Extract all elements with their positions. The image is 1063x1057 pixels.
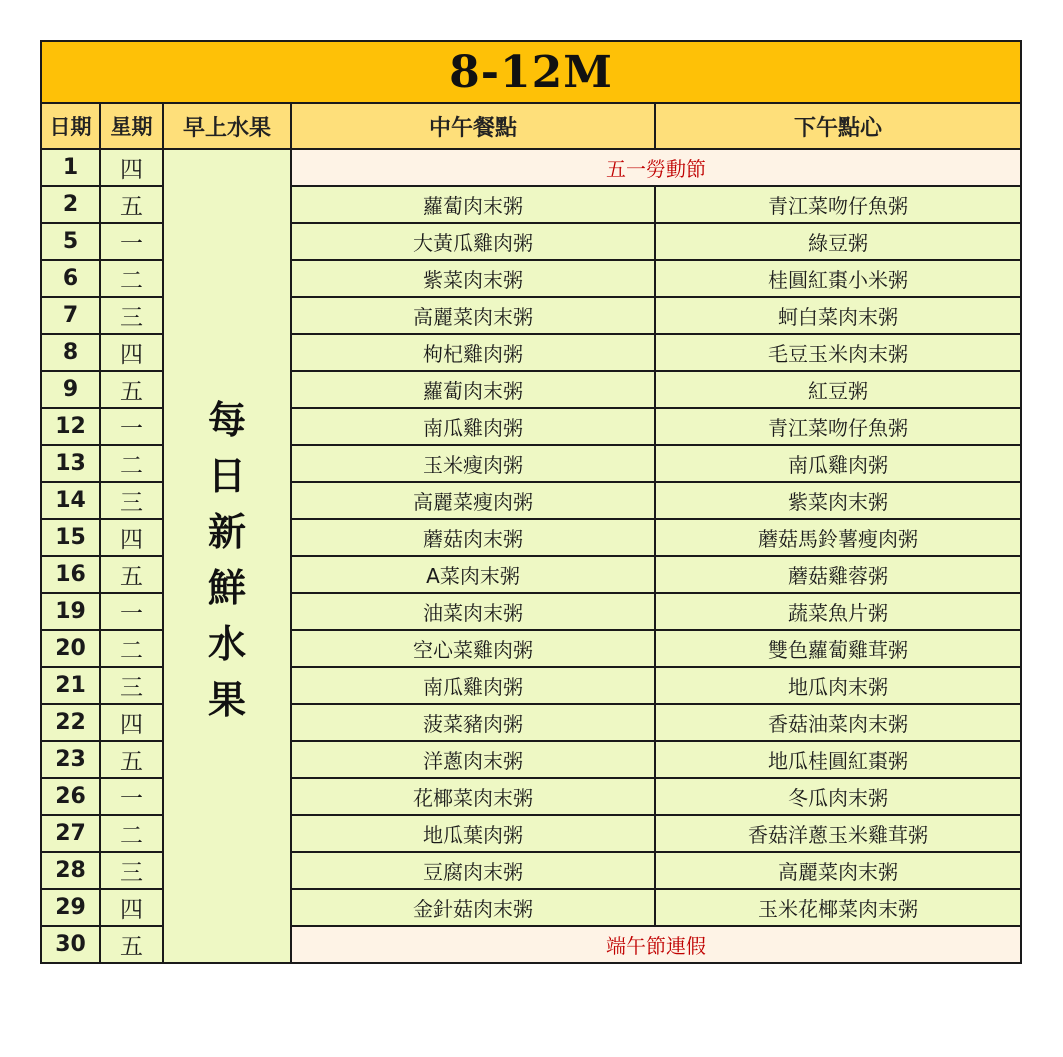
weekday-cell: 五 (100, 926, 163, 963)
weekday-cell: 五 (100, 556, 163, 593)
snack-cell: 雙色蘿蔔雞茸粥 (655, 630, 1021, 667)
lunch-cell: 油菜肉末粥 (291, 593, 655, 630)
lunch-cell: 大黃瓜雞肉粥 (291, 223, 655, 260)
date-cell: 12 (41, 408, 100, 445)
weekday-cell: 二 (100, 260, 163, 297)
date-cell: 15 (41, 519, 100, 556)
date-cell: 16 (41, 556, 100, 593)
lunch-cell: 高麗菜瘦肉粥 (291, 482, 655, 519)
snack-cell: 地瓜桂圓紅棗粥 (655, 741, 1021, 778)
weekday-cell: 三 (100, 482, 163, 519)
weekday-cell: 四 (100, 704, 163, 741)
weekday-cell: 一 (100, 778, 163, 815)
date-cell: 30 (41, 926, 100, 963)
snack-cell: 紫菜肉末粥 (655, 482, 1021, 519)
weekday-cell: 四 (100, 334, 163, 371)
date-cell: 19 (41, 593, 100, 630)
date-cell: 2 (41, 186, 100, 223)
snack-cell: 香菇洋蔥玉米雞茸粥 (655, 815, 1021, 852)
lunch-cell: 枸杞雞肉粥 (291, 334, 655, 371)
menu-title: 8-12M (41, 41, 1021, 103)
snack-cell: 青江菜吻仔魚粥 (655, 186, 1021, 223)
snack-cell: 冬瓜肉末粥 (655, 778, 1021, 815)
snack-cell: 青江菜吻仔魚粥 (655, 408, 1021, 445)
weekday-cell: 三 (100, 667, 163, 704)
date-cell: 29 (41, 889, 100, 926)
date-cell: 13 (41, 445, 100, 482)
weekday-cell: 一 (100, 593, 163, 630)
snack-cell: 紅豆粥 (655, 371, 1021, 408)
snack-cell: 南瓜雞肉粥 (655, 445, 1021, 482)
date-cell: 5 (41, 223, 100, 260)
date-cell: 23 (41, 741, 100, 778)
lunch-cell: 紫菜肉末粥 (291, 260, 655, 297)
date-cell: 22 (41, 704, 100, 741)
lunch-cell: 南瓜雞肉粥 (291, 667, 655, 704)
lunch-cell: 玉米瘦肉粥 (291, 445, 655, 482)
date-cell: 9 (41, 371, 100, 408)
date-cell: 28 (41, 852, 100, 889)
lunch-cell: 菠菜豬肉粥 (291, 704, 655, 741)
snack-cell: 高麗菜肉末粥 (655, 852, 1021, 889)
weekday-cell: 二 (100, 445, 163, 482)
lunch-cell: 空心菜雞肉粥 (291, 630, 655, 667)
snack-cell: 蘑菇雞蓉粥 (655, 556, 1021, 593)
lunch-cell: 蘿蔔肉末粥 (291, 186, 655, 223)
lunch-cell: 地瓜葉肉粥 (291, 815, 655, 852)
snack-cell: 蘑菇馬鈴薯瘦肉粥 (655, 519, 1021, 556)
snack-cell: 綠豆粥 (655, 223, 1021, 260)
weekday-cell: 一 (100, 223, 163, 260)
weekday-cell: 三 (100, 852, 163, 889)
header-snack: 下午點心 (655, 103, 1021, 149)
date-cell: 20 (41, 630, 100, 667)
snack-cell: 玉米花椰菜肉末粥 (655, 889, 1021, 926)
lunch-cell: A菜肉末粥 (291, 556, 655, 593)
table-row (41, 149, 1021, 186)
date-cell: 21 (41, 667, 100, 704)
weekday-cell: 二 (100, 815, 163, 852)
snack-cell: 毛豆玉米肉末粥 (655, 334, 1021, 371)
weekday-cell: 三 (100, 297, 163, 334)
lunch-cell: 金針菇肉末粥 (291, 889, 655, 926)
date-cell: 8 (41, 334, 100, 371)
snack-cell: 蚵白菜肉末粥 (655, 297, 1021, 334)
snack-cell: 地瓜肉末粥 (655, 667, 1021, 704)
lunch-cell: 高麗菜肉末粥 (291, 297, 655, 334)
lunch-cell: 洋蔥肉末粥 (291, 741, 655, 778)
lunch-cell: 蘑菇肉末粥 (291, 519, 655, 556)
date-cell: 26 (41, 778, 100, 815)
lunch-cell: 南瓜雞肉粥 (291, 408, 655, 445)
date-cell: 27 (41, 815, 100, 852)
date-cell: 1 (41, 149, 100, 186)
header-morning-fruit: 早上水果 (163, 103, 291, 149)
header-weekday: 星期 (100, 103, 163, 149)
date-cell: 6 (41, 260, 100, 297)
menu-table (40, 40, 1022, 964)
snack-cell: 蔬菜魚片粥 (655, 593, 1021, 630)
snack-cell: 香菇油菜肉末粥 (655, 704, 1021, 741)
lunch-cell: 蘿蔔肉末粥 (291, 371, 655, 408)
weekday-cell: 五 (100, 186, 163, 223)
weekday-cell: 五 (100, 741, 163, 778)
lunch-cell: 豆腐肉末粥 (291, 852, 655, 889)
weekday-cell: 五 (100, 371, 163, 408)
weekday-cell: 一 (100, 408, 163, 445)
header-lunch: 中午餐點 (291, 103, 655, 149)
holiday-cell: 五一勞動節 (291, 149, 1021, 186)
header-date: 日期 (41, 103, 100, 149)
weekday-cell: 四 (100, 519, 163, 556)
menu-body (41, 149, 1021, 963)
morning-fruit-text: 每日新鮮水果 (207, 398, 246, 722)
weekday-cell: 四 (100, 149, 163, 186)
weekday-cell: 四 (100, 889, 163, 926)
morning-fruit-cell (163, 149, 291, 963)
snack-cell: 桂圓紅棗小米粥 (655, 260, 1021, 297)
weekday-cell: 二 (100, 630, 163, 667)
date-cell: 7 (41, 297, 100, 334)
holiday-cell: 端午節連假 (291, 926, 1021, 963)
date-cell: 14 (41, 482, 100, 519)
lunch-cell: 花椰菜肉末粥 (291, 778, 655, 815)
